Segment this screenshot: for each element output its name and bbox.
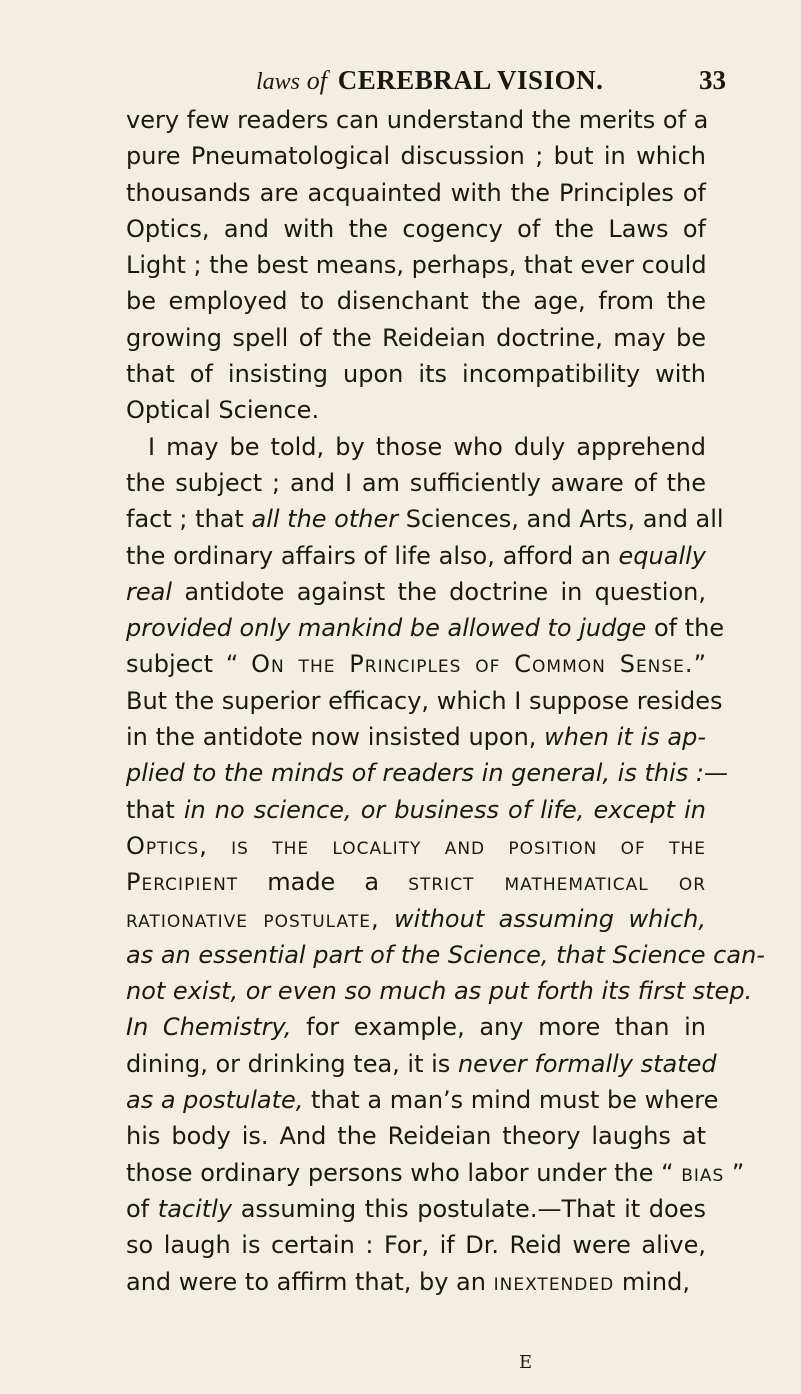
text-run: thousands are acquainted with the Principles of [126, 178, 706, 207]
text-run: Light ; the best means, perhaps, that ever could [126, 251, 707, 280]
text-run: fact ; that [126, 505, 252, 534]
text-line [126, 1155, 745, 1191]
text-run: for example, any more than in [291, 1013, 706, 1042]
running-head-title: CEREBRAL VISION. [337, 65, 604, 95]
text-run: that a man’s mind must be where [303, 1086, 719, 1115]
text-run: pure Pneumatological discussion ; but in which [126, 142, 706, 171]
text-line [126, 429, 706, 465]
text-run: that of insisting upon its incompatibility with [126, 360, 706, 389]
text-line [126, 646, 706, 682]
page-number: 33 [699, 65, 726, 95]
text-run: not exist, or even so much as put forth its first step. [126, 977, 753, 1006]
text-run: as an essential part of the Science, that Science can- [126, 940, 765, 969]
text-line [126, 283, 706, 319]
text-run: I may be told, by those who duly apprehend [148, 432, 706, 461]
text-line [126, 1046, 717, 1082]
text-line [126, 138, 706, 174]
text-line [126, 828, 706, 864]
text-run: never formally stated [457, 1049, 717, 1078]
running-head-laws: laws [256, 69, 301, 95]
text-run: tacitly [157, 1194, 233, 1223]
text-line [126, 610, 725, 646]
text-run: the ordinary affairs of life also, afford an [126, 541, 619, 570]
text-line [126, 356, 706, 392]
text-run: very few readers can understand the merits of a [126, 106, 709, 134]
text-run: bias [681, 1158, 725, 1187]
text-run: But the superior efficacy, which I suppose resides [126, 686, 723, 715]
text-line [126, 1082, 719, 1118]
text-line [126, 901, 706, 937]
text-run: Optics, is the locality and position of the [126, 831, 706, 860]
text-run: In Chemistry, [126, 1013, 292, 1042]
text-run: so laugh is certain : For, if Dr. Reid were alive, [126, 1231, 706, 1260]
text-line [126, 574, 706, 610]
text-line [126, 392, 706, 428]
text-run: of the [646, 614, 725, 643]
text-run: Optical Science. [126, 396, 320, 425]
signature-mark: E [519, 1352, 534, 1373]
text-run: subject “ [126, 650, 252, 679]
text-line [126, 175, 706, 211]
text-run: inextended [493, 1267, 615, 1296]
text-run: Optics, and with the cogency of the Laws of [126, 214, 706, 243]
text-line [126, 719, 706, 755]
running-head [256, 60, 756, 100]
text-run: mind, [614, 1267, 690, 1296]
text-line [126, 538, 706, 574]
body-text [126, 102, 765, 1300]
text-line [126, 1191, 706, 1227]
text-line [126, 1227, 706, 1263]
text-run: in no science, or business of life, except in [183, 795, 706, 824]
text-run: strict mathematical or [408, 868, 707, 897]
text-line [126, 320, 706, 356]
text-line [126, 1009, 706, 1045]
text-run: that [126, 795, 184, 824]
text-line [126, 501, 724, 537]
text-run: when it is ap- [544, 723, 706, 752]
text-line [126, 465, 706, 501]
text-run: in the antidote now insisted upon, [126, 723, 545, 752]
text-run: growing spell of the Reideian doctrine, may be [126, 323, 706, 352]
text-run: ” [724, 1158, 745, 1187]
text-run: be employed to disenchant the age, from the [126, 287, 706, 316]
text-line [126, 1118, 706, 1154]
text-line [126, 973, 753, 1009]
text-line [126, 247, 706, 283]
text-run: rationative postulate, [126, 904, 380, 933]
text-line [126, 792, 706, 828]
text-run: made a [238, 868, 409, 897]
text-line [126, 102, 709, 138]
text-run: ” [693, 650, 706, 679]
text-run: assuming this postulate.—That it does [232, 1194, 706, 1223]
text-run: Percipient [126, 868, 239, 897]
text-line [126, 211, 706, 247]
text-line [126, 1264, 706, 1300]
text-run: real [126, 577, 173, 606]
text-line [126, 683, 723, 719]
text-run: all the other [251, 505, 399, 534]
text-run: On the Principles of Common Sense. [251, 650, 694, 679]
text-run: the subject ; and I am sufficiently aware of the [126, 468, 706, 497]
text-run: provided only mankind be allowed to judge [126, 614, 647, 643]
text-run: without assuming which, [394, 904, 706, 933]
text-run: antidote against the doctrine in question, [172, 577, 706, 606]
text-run: those ordinary persons who labor under the “ [126, 1158, 682, 1187]
running-head-of: of [306, 66, 327, 95]
text-line [126, 937, 765, 973]
text-run: Sciences, and Arts, and all [398, 505, 724, 534]
text-run: equally [618, 541, 706, 570]
text-run: as a postulate, [126, 1086, 304, 1115]
text-run: his body is. And the Reideian theory laughs at [126, 1122, 706, 1151]
text-run [380, 905, 394, 933]
text-run: plied to the minds of readers in general, is this :— [126, 759, 728, 788]
text-run: dining, or drinking tea, it is [126, 1049, 458, 1078]
text-run: and were to affirm that, by an [126, 1267, 494, 1296]
text-line [126, 864, 706, 900]
text-run: of [126, 1194, 158, 1223]
text-line [126, 755, 728, 791]
